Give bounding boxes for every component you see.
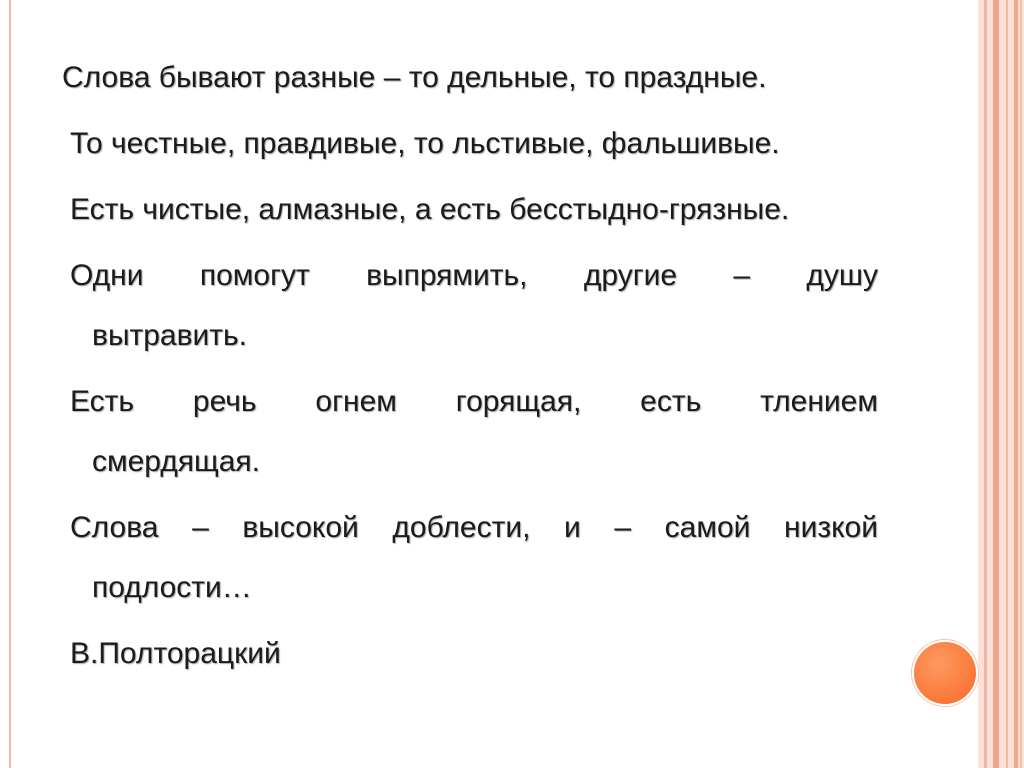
band-stripe (1006, 0, 1008, 768)
band-stripe (984, 0, 987, 768)
band-stripe (993, 0, 999, 768)
poem-line-5 (60, 372, 878, 492)
band-stripe (1020, 0, 1022, 768)
orange-circle-decoration (912, 640, 978, 706)
poem-line-text: Слова бывают разные – то дельные, то праздные. (62, 61, 767, 94)
poem-line-text: Есть речь огнем горящая, есть тлением (70, 385, 878, 418)
poem-line-text: Есть чистые, алмазные, а есть бесстыдно-грязные. (70, 193, 790, 226)
poem-line-text: Слова – высокой доблести, и – самой низкой (70, 511, 878, 544)
poem-line-continuation: смердящая. (92, 445, 261, 478)
band-stripe (1014, 0, 1018, 768)
poem-text (60, 48, 878, 690)
poem-line-3 (60, 180, 878, 240)
poem-line-2 (60, 114, 878, 174)
poem-line-text: Одни помогут выпрямить, другие – душу (70, 259, 878, 292)
poem-line-1 (60, 48, 878, 108)
poem-line-continuation: подлости… (92, 571, 252, 604)
poem-line-continuation: вытравить. (92, 319, 248, 352)
left-border-line (9, 0, 11, 768)
poem-line-4 (60, 246, 878, 366)
author-name: В.Полторацкий (70, 637, 281, 670)
poem-author (60, 624, 878, 684)
poem-line-6 (60, 498, 878, 618)
poem-line-text: То честные, правдивые, то льстивые, фальшивые. (70, 127, 780, 160)
